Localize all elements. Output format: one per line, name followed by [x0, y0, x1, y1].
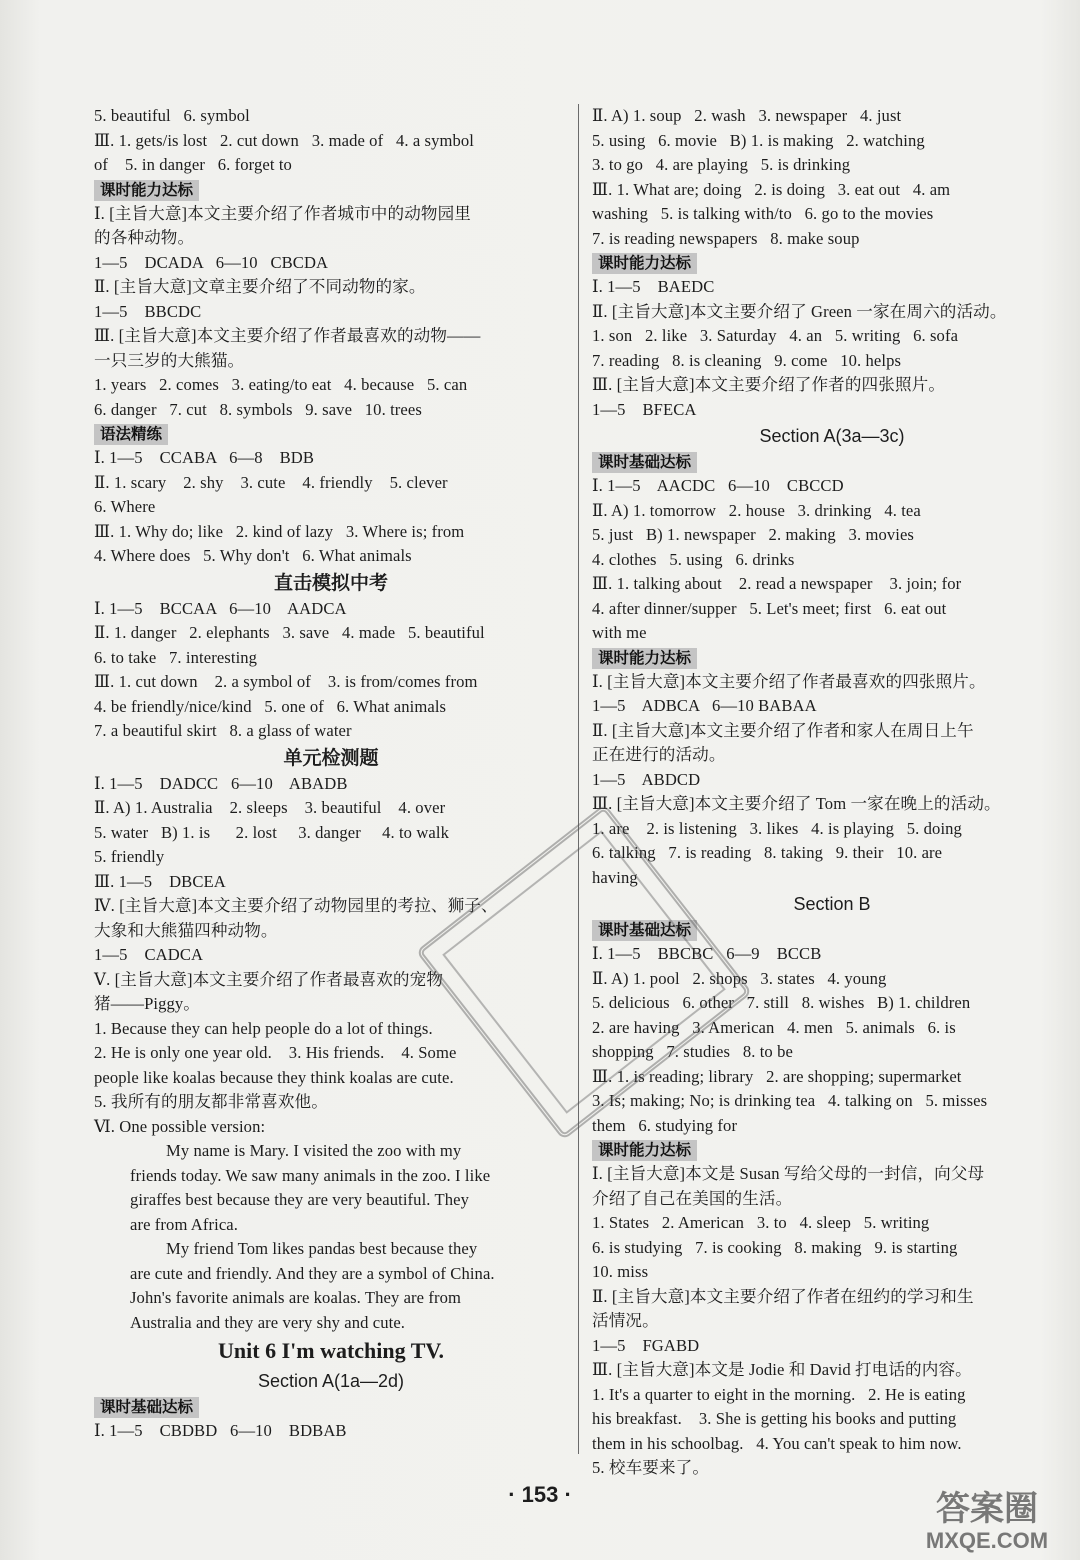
section-subheading: Section A(1a—2d): [257, 1371, 405, 1391]
section-subheading: Section B: [793, 894, 871, 914]
answer-line: shopping 7. studies 8. to be: [592, 1042, 793, 1061]
answer-line: 5. friendly: [94, 847, 165, 866]
answer-line: Ⅰ. 1—5 BAEDC: [592, 277, 715, 296]
answer-line: 2. He is only one year old. 3. His friends. 4. Some: [94, 1043, 457, 1062]
answer-line: them in his schoolbag. 4. You can't speak to him now.: [592, 1433, 962, 1453]
answer-line: Ⅱ. A) 1. Australia 2. sleeps 3. beautiful 4. over: [94, 798, 446, 817]
answer-line: Ⅵ. One possible version:: [94, 1116, 266, 1136]
answer-line: Ⅰ. [主旨大意]本文主要介绍了作者城市中的动物园里: [94, 203, 471, 223]
answer-line: of 5. in danger 6. forget to: [94, 155, 292, 174]
section-tag-row: [592, 251, 1072, 275]
answer-line: Ⅲ. 1. talking about 2. read a newspaper 3. join; for: [592, 574, 962, 593]
answer-line: 6. to take 7. interesting: [94, 647, 258, 667]
answer-line: Ⅱ. [主旨大意]本文主要介绍了 Green 一家在周六的活动。: [592, 301, 1007, 321]
answer-line: 1—5 BBCDC: [94, 301, 202, 321]
answer-line: My name is Mary. I visited the zoo with my: [166, 1141, 462, 1160]
answer-line: Ⅰ. 1—5 BBCBC 6—9 BCCB: [592, 944, 822, 963]
section-tag-row: [592, 450, 1072, 474]
answer-line: 1—5 ADBCA 6—10 BABAA: [592, 696, 817, 715]
answer-line: 3. to go 4. are playing 5. is drinking: [592, 155, 851, 174]
answer-line: 正在进行的活动。: [592, 745, 726, 764]
watermark-text-en: MXQE.COM: [925, 1528, 1049, 1553]
answer-line: 一只三岁的大熊猫。: [94, 350, 245, 370]
answer-line: 1. Because they can help people do a lot of things.: [94, 1018, 433, 1038]
section-tag-row: [592, 1138, 1072, 1162]
answer-line: people like koalas because they think koalas are cute.: [94, 1067, 454, 1087]
watermark-logo: [902, 1482, 1072, 1554]
answer-line: Ⅰ. 1—5 DADCC 6—10 ABADB: [94, 773, 348, 793]
answer-line: 活情况。: [592, 1311, 659, 1330]
section-tag: 课时能力达标: [592, 253, 697, 274]
answer-line: Ⅰ. [主旨大意]本文主要介绍了作者最喜欢的四张照片。: [592, 671, 986, 691]
answer-line: 6. Where: [94, 497, 156, 516]
section-tag-row: [94, 422, 568, 446]
answer-line: 4. clothes 5. using 6. drinks: [592, 549, 795, 569]
answer-line: 1. It's a quarter to eight in the morning. 2. He is eating: [592, 1384, 966, 1404]
page-number: · 153 ·: [508, 1482, 572, 1507]
answer-line: Ⅱ. A) 1. soup 2. wash 3. newspaper 4. just: [592, 106, 902, 125]
answer-line: washing 5. is talking with/to 6. go to the movies: [592, 204, 934, 223]
answer-line: Ⅲ. 1. gets/is lost 2. cut down 3. made of 4. a symbol: [94, 130, 475, 150]
answer-line: 7. reading 8. is cleaning 9. come 10. helps: [592, 350, 902, 370]
answer-line: 10. miss: [592, 1262, 649, 1281]
answer-line: 5. using 6. movie B) 1. is making 2. watching: [592, 130, 925, 150]
section-heading: 直击模拟中考: [273, 571, 388, 594]
right-column: [592, 104, 1072, 1481]
answer-line: 1—5 ABDCD: [592, 769, 701, 789]
answer-line: 4. be friendly/nice/kind 5. one of 6. What animals: [94, 696, 447, 716]
answer-line: 5. water B) 1. is 2. lost 3. danger 4. to walk: [94, 822, 449, 842]
answer-line: Ⅱ. A) 1. tomorrow 2. house 3. drinking 4. tea: [592, 500, 921, 520]
answer-line: Ⅲ. [主旨大意]本文是 Jodie 和 David 打电话的内容。: [592, 1360, 972, 1379]
answer-line: Ⅱ. 1. danger 2. elephants 3. save 4. made 5. beautiful: [94, 623, 485, 642]
answer-line: are cute and friendly. And they are a symbol of China.: [130, 1263, 495, 1283]
section-tag: 课时能力达标: [592, 648, 697, 669]
answer-line: Ⅱ. 1. scary 2. shy 3. cute 4. friendly 5. clever: [94, 472, 448, 492]
answer-line: Ⅰ. [主旨大意]本文是 Susan 写给父母的一封信，向父母: [592, 1164, 985, 1183]
answer-line: Ⅲ. 1. is reading; library 2. are shopping; supermarket: [592, 1066, 962, 1086]
answer-line: 1. are 2. is listening 3. likes 4. is playing 5. doing: [592, 818, 962, 838]
answer-line: 的各种动物。: [94, 228, 195, 247]
answer-line: 1. years 2. comes 3. eating/to eat 4. because 5. can: [94, 375, 468, 394]
answer-line: 3. Is; making; No; is drinking tea 4. talking on 5. misses: [592, 1091, 988, 1110]
answer-line: Ⅰ. 1—5 AACDC 6—10 CBCCD: [592, 476, 844, 495]
section-tag: 课时能力达标: [592, 1140, 697, 1161]
watermark-text-cn: 答案圈: [936, 1489, 1038, 1529]
answer-line: Ⅲ. [主旨大意]本文主要介绍了作者的四张照片。: [592, 375, 946, 394]
answer-line: Ⅱ. [主旨大意]本文主要介绍了作者在纽约的学习和生: [592, 1286, 974, 1306]
section-tag: 语法精练: [94, 424, 168, 445]
answer-line: 6. talking 7. is reading 8. taking 9. their 10. are: [592, 843, 943, 862]
section-tag: 课时基础达标: [592, 452, 697, 473]
answer-line: Ⅲ. 1—5 DBCEA: [94, 871, 226, 891]
answer-line: 7. is reading newspapers 8. make soup: [592, 228, 860, 248]
answer-line: 大象和大熊猫四种动物。: [94, 920, 278, 940]
column-divider: [578, 104, 579, 1454]
answer-line: Ⅲ. 1. cut down 2. a symbol of 3. is from/comes from: [94, 672, 478, 691]
unit-heading: Unit 6 I'm watching TV.: [218, 1338, 444, 1363]
answer-line: 6. is studying 7. is cooking 8. making 9. is starting: [592, 1237, 958, 1257]
answer-line: Ⅲ. [主旨大意]本文主要介绍了作者最喜欢的动物——: [94, 326, 481, 345]
answer-line: 2. are having 3. American 4. men 5. animals 6. is: [592, 1017, 956, 1037]
answer-line: friends today. We saw many animals in the zoo. I like: [130, 1165, 491, 1185]
answer-line: 4. after dinner/supper 5. Let's meet; first 6. eat out: [592, 598, 947, 618]
section-tag: 课时基础达标: [94, 1397, 199, 1418]
answer-line: 1—5 BFECA: [592, 399, 697, 419]
answer-line: 7. a beautiful skirt 8. a glass of water: [94, 721, 352, 740]
answer-line: 5. delicious 6. other 7. still 8. wishes B) 1. children: [592, 993, 971, 1012]
section-tag-row: [592, 646, 1072, 670]
answer-line: with me: [592, 623, 647, 642]
answer-line: 5. just B) 1. newspaper 2. making 3. movies: [592, 525, 914, 544]
answer-line: Ⅲ. 1. What are; doing 2. is doing 3. eat out 4. am: [592, 179, 951, 199]
answer-line: his breakfast. 3. She is getting his books and putting: [592, 1409, 957, 1428]
answer-line: are from Africa.: [130, 1214, 239, 1234]
answer-line: 6. danger 7. cut 8. symbols 9. save 10. trees: [94, 399, 422, 419]
answer-line: Ⅱ. [主旨大意]本文主要介绍了作者和家人在周日上午: [592, 720, 974, 740]
answer-line: 猪——Piggy。: [94, 994, 201, 1013]
answer-line: Ⅰ. 1—5 CBDBD 6—10 BDBAB: [94, 1421, 347, 1440]
section-tag: 课时基础达标: [592, 920, 697, 941]
answer-line: Ⅲ. [主旨大意]本文主要介绍了 Tom 一家在晚上的活动。: [592, 794, 1001, 813]
answer-line: Ⅳ. [主旨大意]本文主要介绍了动物园里的考拉、狮子、: [94, 896, 498, 915]
answer-line: Ⅱ. [主旨大意]文章主要介绍了不同动物的家。: [94, 277, 426, 296]
answer-line: 介绍了自己在美国的生活。: [592, 1188, 793, 1208]
section-subheading: Section A(3a—3c): [759, 426, 905, 446]
answer-line: My friend Tom likes pandas best because they: [166, 1239, 478, 1258]
answer-line: them 6. studying for: [592, 1115, 738, 1135]
section-heading: 单元检测题: [283, 746, 379, 769]
answer-line: 5. 我所有的朋友都非常喜欢他。: [94, 1092, 328, 1111]
answer-line: Ⅲ. 1. Why do; like 2. kind of lazy 3. Where is; from: [94, 521, 465, 541]
answer-line: Ⅴ. [主旨大意]本文主要介绍了作者最喜欢的宠物: [94, 969, 444, 989]
answer-line: 1—5 FGABD: [592, 1335, 700, 1355]
answer-line: Ⅰ. 1—5 CCABA 6—8 BDB: [94, 448, 315, 467]
answer-line: 4. Where does 5. Why don't 6. What animals: [94, 546, 412, 565]
section-tag-row: [94, 178, 568, 202]
answer-line: Ⅰ. 1—5 BCCAA 6—10 AADCA: [94, 598, 347, 618]
answer-line: 1. States 2. American 3. to 4. sleep 5. writing: [592, 1213, 930, 1232]
answer-line: 1—5 DCADA 6—10 CBCDA: [94, 252, 329, 272]
answer-line: having: [592, 867, 638, 887]
answer-line: 5. beautiful 6. symbol: [94, 106, 250, 125]
answer-line: 1. son 2. like 3. Saturday 4. an 5. writing 6. sofa: [592, 326, 959, 345]
answer-line: 1—5 CADCA: [94, 945, 204, 964]
section-tag-row: [94, 1395, 568, 1419]
left-column: [94, 104, 568, 1444]
answer-line: 5. 校车要来了。: [592, 1458, 710, 1477]
answer-line: John's favorite animals are koalas. They are from: [130, 1288, 462, 1307]
section-tag: 课时能力达标: [94, 180, 199, 201]
answer-line: giraffes best because they are very beautiful. They: [130, 1190, 469, 1209]
answer-line: Ⅱ. A) 1. pool 2. shops 3. states 4. young: [592, 968, 887, 988]
answer-line: Australia and they are very shy and cute.: [130, 1312, 406, 1332]
